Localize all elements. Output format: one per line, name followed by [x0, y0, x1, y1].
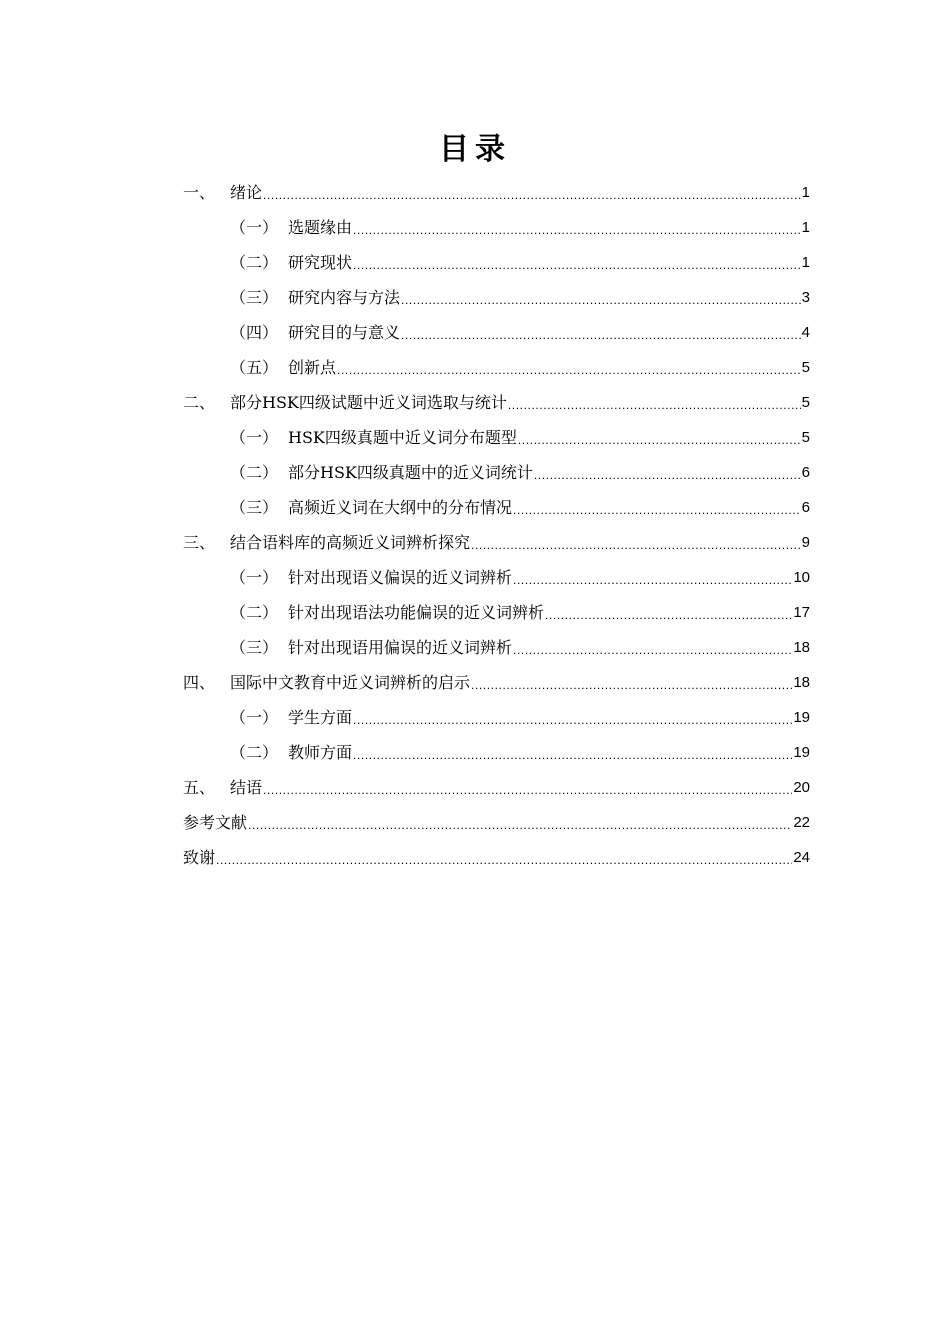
- toc-entry-number: （二）: [230, 253, 279, 272]
- dot-leader: [353, 210, 801, 245]
- page-title: 目录: [439, 132, 511, 167]
- toc-entry-page: 18: [793, 674, 810, 691]
- toc-entry-number: （一）: [230, 568, 279, 587]
- toc-entry-page: 4: [801, 324, 810, 341]
- toc-entry-page: 1: [801, 184, 810, 201]
- toc-entry-number: （五）: [230, 358, 279, 377]
- toc-entry[interactable]: [183, 175, 810, 210]
- toc-entry-label: 部分HSK四级真题中的近义词统计: [288, 463, 533, 482]
- toc-entry-label: 高频近义词在大纲中的分布情况: [288, 498, 513, 517]
- toc-entry-label: 选题缘由: [288, 218, 353, 237]
- dot-leader: [401, 315, 801, 350]
- toc-entry-number: （二）: [230, 743, 279, 762]
- dot-leader: [353, 700, 792, 735]
- dot-leader: [534, 455, 801, 490]
- toc-entry[interactable]: [183, 455, 810, 490]
- toc-entry-label: 创新点: [288, 358, 337, 377]
- toc-entry[interactable]: [183, 840, 810, 875]
- toc-entry-page: 6: [801, 464, 810, 481]
- toc-entry-label: 针对出现语法功能偏误的近义词辨析: [288, 603, 545, 622]
- toc-entry-number: （三）: [230, 638, 279, 657]
- toc-entry-label: 参考文献: [183, 813, 248, 832]
- toc-entry-number: （四）: [230, 323, 279, 342]
- toc-entry-label: 国际中文教育中近义词辨析的启示: [230, 673, 471, 692]
- toc-entry-number: （一）: [230, 218, 279, 237]
- toc-entry-page: 10: [793, 569, 810, 586]
- dot-leader: [471, 525, 801, 560]
- toc-entry[interactable]: [183, 245, 810, 280]
- dot-leader: [353, 735, 792, 770]
- toc-entry[interactable]: [183, 595, 810, 630]
- toc-entry[interactable]: [183, 525, 810, 560]
- toc-entry-label: 研究现状: [288, 253, 353, 272]
- toc-entry-label: 学生方面: [288, 708, 353, 727]
- toc-entry-page: 5: [801, 359, 810, 376]
- toc-entry-page: 1: [801, 254, 810, 271]
- dot-leader: [263, 175, 801, 210]
- toc-entry[interactable]: [183, 420, 810, 455]
- toc-entry-number: （一）: [230, 428, 279, 447]
- toc-entry-number: （三）: [230, 498, 279, 517]
- toc-entry-label: 针对出现语用偏误的近义词辨析: [288, 638, 513, 657]
- toc-entry-number: 一、: [183, 183, 216, 202]
- toc-entry-label: 结语: [230, 778, 263, 797]
- toc-entry-label: 结合语料库的高频近义词辨析探究: [230, 533, 471, 552]
- toc-entry[interactable]: [183, 315, 810, 350]
- dot-leader: [513, 560, 792, 595]
- toc-entry-number: （二）: [230, 463, 279, 482]
- toc-entry-page: 1: [801, 219, 810, 236]
- toc-entry-page: 9: [801, 534, 810, 551]
- toc-entry[interactable]: [183, 350, 810, 385]
- toc-entry[interactable]: [183, 735, 810, 770]
- toc-entry-label: 绪论: [230, 183, 263, 202]
- toc-entry-page: 19: [793, 709, 810, 726]
- toc-entry-label: 教师方面: [288, 743, 353, 762]
- dot-leader: [401, 280, 801, 315]
- toc-entry-page: 17: [793, 604, 810, 621]
- toc-entry-page: 24: [793, 849, 810, 866]
- toc-entry-page: 6: [801, 499, 810, 516]
- dot-leader: [518, 420, 801, 455]
- toc-entry-page: 5: [801, 394, 810, 411]
- toc-entry-page: 20: [793, 779, 810, 796]
- toc-entry-label: HSK四级真题中近义词分布题型: [288, 428, 517, 447]
- dot-leader: [353, 245, 801, 280]
- toc-entry[interactable]: [183, 770, 810, 805]
- toc-entry-number: 三、: [183, 533, 216, 552]
- toc-entry-label: 致谢: [183, 848, 216, 867]
- toc-entry[interactable]: [183, 805, 810, 840]
- toc-entry[interactable]: [183, 665, 810, 700]
- toc-entry[interactable]: [183, 630, 810, 665]
- dot-leader: [263, 770, 792, 805]
- toc-entry-page: 5: [801, 429, 810, 446]
- dot-leader: [216, 840, 792, 875]
- dot-leader: [508, 385, 801, 420]
- toc-entry[interactable]: [183, 210, 810, 245]
- toc-entry-page: 19: [793, 744, 810, 761]
- toc-entry-number: 五、: [183, 778, 216, 797]
- toc-entry[interactable]: [183, 490, 810, 525]
- toc-entry[interactable]: [183, 280, 810, 315]
- toc-entry-label: 部分HSK四级试题中近义词选取与统计: [230, 393, 507, 412]
- toc-entry-number: （二）: [230, 603, 279, 622]
- dot-leader: [513, 630, 792, 665]
- toc-entry-label: 研究目的与意义: [288, 323, 401, 342]
- table-of-contents: [183, 175, 810, 875]
- toc-entry-page: 3: [801, 289, 810, 306]
- dot-leader: [545, 595, 792, 630]
- dot-leader: [513, 490, 801, 525]
- dot-leader: [471, 665, 792, 700]
- toc-entry[interactable]: [183, 385, 810, 420]
- toc-entry[interactable]: [183, 560, 810, 595]
- toc-entry-page: 18: [793, 639, 810, 656]
- toc-entry-number: （一）: [230, 708, 279, 727]
- toc-entry-label: 研究内容与方法: [288, 288, 401, 307]
- toc-entry-number: 四、: [183, 673, 216, 692]
- dot-leader: [248, 805, 792, 840]
- toc-entry-number: （三）: [230, 288, 279, 307]
- toc-entry-number: 二、: [183, 393, 216, 412]
- toc-entry[interactable]: [183, 700, 810, 735]
- toc-entry-label: 针对出现语义偏误的近义词辨析: [288, 568, 513, 587]
- dot-leader: [337, 350, 801, 385]
- toc-entry-page: 22: [793, 814, 810, 831]
